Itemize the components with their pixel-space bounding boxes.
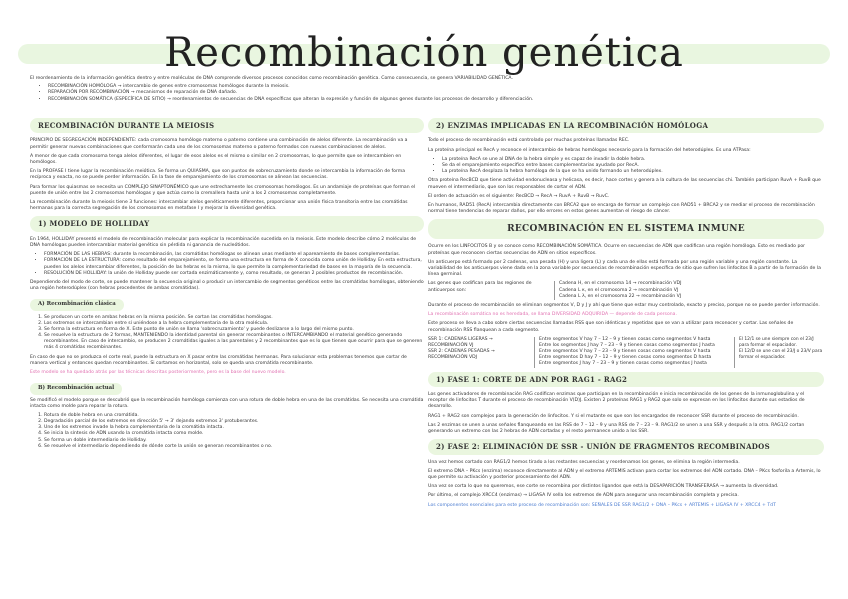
holliday-list bbox=[44, 252, 424, 277]
list-item: • FORMACIÓN DE LAS HEBRAS: durante la recombinación, las cromátidas homólogas se alinean unas mediante el apareamiento de bases complementarias. bbox=[44, 252, 424, 258]
paragraph: Ocurre en los LINFOCITOS B y se conoce como RECOMBINACIÓN SOMÁTICA. Ocurre en secuencias de ADN que codifican una región homóloga. Esto es mediado por proteínas que reconocen ciertas secuencias de ADN en sitios específicos. bbox=[428, 244, 806, 256]
list-item: 4. Se resuelve la estructura de 2 formas, MANTENIENDO la identidad parental sin generar recombinantes o INTERCAMBIANDO el material genético generando recombinantes. En caso de intercambio, se producen 2 cromátidas iguales a las parentales y 2 recombinantes que es lo que tienen que ocurrir para que se generen más 4 cromátidas recombinantes. bbox=[44, 333, 424, 352]
intro-item: • RECOMBINACIÓN SOMÁTICA (ESPECÍFICA DE SITIO) → reordenamientos de secuencias de DNA específicas que alteran la expresión y función de algunos genes durante los procesos de desarrollo y diferenciación. bbox=[48, 97, 820, 103]
paragraph: Un anticuerpo está formado por 2 cadenas, una pesada (H) y una ligera (L) y cada una de ellas está formada por una región variable y una región constante. La variabilidad de los anticuerpos viene dada en la zona variable por secuencias de recombinación específica de sitio que sufren los linfocitos B a partir de la formación de la línea germinal. bbox=[428, 259, 821, 278]
paragraph: Una vez hemos cortado con RAG1/2 hemos tirado a los restantes secuencias y reordenamos los genes, se elimina la región intermedia. bbox=[428, 459, 740, 465]
note: Este modelo se ha quedado atrás por las técnicas descritas posteriormente, pero es la base del nuevo modelo. bbox=[30, 370, 286, 376]
note: La recombinación somática no es heredada, se llama DIVERSIDAD ADQUIRIDA — depende de cada persona. bbox=[428, 312, 677, 318]
section-heading-phase2: 2) FASE 2: ELIMINACIÓN DE SSR - UNIÓN DE FRAGMENTOS RECOMBINADOS bbox=[428, 439, 824, 454]
subheading-classic: A) Recombinación clásica bbox=[30, 299, 124, 310]
list-item: 1. Se producen un corte en ambas hebras en la misma posición. Se cortan las cromátidas homólogas. bbox=[44, 315, 424, 321]
list-item: Entre segmentos D hay 7 – 12 – 9 y tienen cosas como segmentos D hasta bbox=[539, 355, 712, 361]
paragraph: Este proceso se lleva a cabo sobre ciertas secuencias llamadas RSS que son idénticas y repetidas que se van a utilizar para reconocer y cortar. Las señales de recombinación RSS flanquean a cada segmento. bbox=[428, 321, 794, 333]
rss-left bbox=[428, 337, 528, 368]
paragraph: Por último, el complejo XRCC4 (enzimas) → LIGASA IV sella los extremos de ADN para asegurar una recombinación completa y precisa. bbox=[428, 493, 739, 499]
list-item: 6. Se resuelve el intermediario dependiendo de dónde corte la unión se generan recombinantes o no. bbox=[44, 444, 424, 450]
section-heading-phase1: 1) FASE 1: CORTE DE ADN POR RAG1 - RAG2 bbox=[428, 372, 824, 387]
intro-list bbox=[48, 84, 820, 103]
genes-label: Los genes que codifican para las regiones de anticuerpos son: bbox=[428, 281, 532, 293]
list-item: 3. Se forma la estructura en forma de X. Este punto de unión se llama 'sobrecruzamiento' y puede deslizarse a lo largo del mismo punto. bbox=[44, 327, 424, 333]
list-item: Cadena H, en el cromosoma 14 → recombinación VDJ bbox=[559, 281, 682, 287]
section-heading-immune: RECOMBINACIÓN EN EL SISTEMA INMUNE bbox=[428, 219, 824, 239]
left-column bbox=[30, 114, 424, 453]
intro-section bbox=[30, 76, 820, 103]
paragraph: En caso de que no se produzca el corte real, puede la estructura en X pasar entre las cromátidas hermanas. Para solucionar esta problemas tenemos que cortar de manera vertical y entonces quedan recombinantes. Si cortamos en horizontal, solo se queda una cromátida recombinante. bbox=[30, 354, 407, 366]
paragraph: Todo el proceso de recombinación está controlado por muchas proteínas llamadas REC. bbox=[428, 138, 630, 144]
list-item: Cadena L λ, en el cromosoma 22 → recombinación VJ bbox=[559, 293, 682, 299]
paragraph: Para formar los quiasmas se necesita un COMPLEJO SINAPTONÉMICO que une estrechamente los cromosomas homólogos. Es un andamiaje de proteínas que forman el puente de unión entre las 2 cromosomas homólogas y que actúa como la cremallera hasta unir a los 2 cromosomas completamente. bbox=[30, 184, 416, 196]
list-item: • La proteína RecA desplaza la hebra homóloga de la que se ha unido formando un heterodúplex. bbox=[442, 169, 824, 175]
list-item: 2. Degradación parcial de los extremos en dirección 5' → 3' dejando extremos 3' protuberantes. bbox=[44, 419, 424, 425]
classic-steps bbox=[44, 315, 424, 352]
list-item: Entre los segmentos J hay 7 – 23 – 9 y tienen cosas como segmentos J hasta bbox=[539, 342, 715, 348]
paragraph: La proteína principal es RecA y reconoce el intercambio de hebras homólogas necesario para la formación del heterodúplex. Es una ATPasa: bbox=[428, 147, 751, 153]
list-item: Entre segmentos V hay 7 – 12 – 9 y tienen cosas como segmentos V hasta bbox=[539, 336, 711, 342]
rss-block bbox=[428, 337, 824, 368]
rss-right bbox=[734, 337, 824, 368]
list-item: Entre segmentos V hay 7 – 23 – 9 y tienen cosas como segmentos V hasta bbox=[539, 349, 711, 355]
paragraph: En 1964, HOLLIDAY presentó el modelo de recombinación molecular para explicar la recombinación sucedida en la meiosis. Este modelo describe cómo 2 moléculas de DNA homólogas pueden intercambiar material genético sin pérdida ni ganancia de nucleótidos. bbox=[30, 236, 417, 248]
list-item: 4. Se inicia la síntesis de ADN usando la cromátida intacta como molde. bbox=[44, 431, 424, 437]
intro-text: El reordenamiento de la información genética dentro y entre moléculas de DNA comprende diversos procesos conocidos como recombinación genética. Como consecuencia, se genera VARIABILIDAD GENÉTICA. bbox=[30, 76, 513, 81]
paragraph: Durante el proceso de recombinación se eliminan segmentos V, D y J y ahí que tiene que estar muy controlado, exacto y preciso, porque no se puede perder información. bbox=[428, 302, 820, 308]
intro-item: • REPARACIÓN POR RECOMBINACIÓN → mecanismos de reparación de DNA dañado. bbox=[48, 90, 820, 96]
paragraph: PRINCIPIO DE SEGREGACIÓN INDEPENDIENTE: cada cromosoma homólogo materno o paterno contiene una combinación de alelos diferente. La recombinación va a permitir generar nuevas combinaciones que conformarán cada uno de los cromosomas materno o paterno formados con nuevas combinaciones de alelos. bbox=[30, 138, 408, 150]
list-item: SSR 2: CADENAS PESADAS → RECOMBINACIÓN VDJ bbox=[428, 349, 495, 361]
paragraph: A menor de que cada cromosoma tenga alelos diferentes, el lugar de esos alelos es el mismo o similar en 2 cromosomas, lo que permite que se intercambien en homólogos. bbox=[30, 153, 402, 165]
right-column bbox=[428, 114, 824, 512]
paragraph: El extremo DNA – PKcs (enzima) reconoce directamente al ADN y el extremo ARTEMIS activan para cortar los extremos del ADN cortado. DNA – PKcs fosforila a Artemis, lo que permite su activación y posterior procesamiento del ADN. bbox=[428, 468, 821, 481]
section-heading-holliday: 1) MODELO DE HOLLIDAY bbox=[30, 216, 424, 231]
paragraph: Se modificó el modelo porque se descubrió que la recombinación homóloga comienza con una rotura de doble hebra en una de las cromátidas. Se necesita una cromátida intacta como molde para reparar la rotura. bbox=[30, 397, 424, 409]
section-heading-enzymes: 2) ENZIMAS IMPLICADAS EN LA RECOMBINACIÓN HOMÓLOGA bbox=[428, 118, 824, 133]
paragraph: En humanos, RAD51 (RecA) intercambia directamente con BRCA2 que se encarga de formar un complejo con RAD51 + BRCA2 y se mediar el proceso de recombinación normal tiene tendencias de reparar daños, por ello errores en estos genes aumentan el riesgo de cáncer. bbox=[428, 202, 815, 215]
note: Los componentes esenciales para este proceso de recombinación son: SEÑALES DE SSR RAG1/2 + DNA – PKcs + ARTEMIS + LIGASA IV + XRCC4 + TdT bbox=[428, 502, 776, 508]
paragraph: En la PROFASE I tiene lugar la recombinación meiótica. Se forma un QUIASMA, que son puntos de sobrecruzamiento donde se intercambia la información de forma recíproca y exacta, no se puede perder información. En la fase de emparejamiento de los cromosomas se alinean las secuencias. bbox=[30, 169, 406, 181]
list-item: • RESOLUCIÓN DE HOLLIDAY: la unión de Holliday puede ser cortada enzimáticamente y, como resultado, se generan 2 posibles productos de recombinación. bbox=[44, 271, 424, 277]
paragraph: Las 2 enzimas se unen a unas señales flanqueando en las RSS de 7 – 12 – 9 y una RSS de 7 – 23 – 9. RAG1/2 se unen a una SSR y después a la otra. RAG1/2 cortan generando un extremo con las 2 hebras de ADN cortadas y el resto permanece unido a los SSR. bbox=[428, 422, 805, 435]
rss-mid bbox=[534, 337, 728, 368]
paragraph: Una vez se corta lo que no queremos, ese corte se recombina por distintos ligandos que está la DESAPARICIÓN TRANSFERASA → aumenta la diversidad. bbox=[428, 484, 779, 490]
paragraph: La recombinación durante la meiosis tiene 3 funciones: intercambiar alelos genéticamente diferentes, proporcionar una unión física transitoria entre las cromátidas hermanas para la correcta segregación de los cromosomas en metafase I y mejorar la diversidad genética. bbox=[30, 199, 408, 212]
enzyme-list bbox=[442, 157, 824, 176]
section-heading-meiosis: RECOMBINACIÓN DURANTE LA MEIOSIS bbox=[30, 118, 424, 133]
paragraph: RAG1 + RAG2 son complejos para la generación de linfocitos. Y si el mutante es que son los encargados de reconocer SSR durante el proceso de recombinación. bbox=[428, 413, 799, 419]
list-item: • La proteína RecA se une al DNA de la hebra simple y es capaz de invadir la doble hebra. bbox=[442, 157, 824, 163]
list-item: 2. Los extremos se intercambian entre sí uniéndose a la hebra complementaria de la otra molécula. bbox=[44, 321, 424, 327]
subheading-current: B) Recombinación actual bbox=[30, 383, 122, 394]
genes-list bbox=[554, 281, 824, 300]
list-item: El 12/1 se une siempre con el 23/J para formar el espaciador. bbox=[739, 336, 814, 348]
intro-item: • RECOMBINACIÓN HOMÓLOGA → intercambio de genes entre cromosomas homólogos durante la meiosis. bbox=[48, 84, 820, 90]
paragraph: El orden de actuación es el siguiente: RecBCD → RecA → RuvA + RuvB → RuvC. bbox=[428, 193, 610, 199]
genes-block bbox=[428, 281, 824, 300]
list-item: 1. Rotura de doble hebra en una cromátida. bbox=[44, 413, 424, 419]
paragraph: Los genes activadores de recombinación RAG codifican enzimas que participan en la recombinación e inicia recombinación de los genes de la inmunoglobulina y el receptor de linfocitos T durante el proceso de recombinación V(D)J. Existen 2 proteínas RAG1 y RAG2 que solo se expresan en los linfocitos durante sus estadios de desarrollo. bbox=[428, 392, 805, 410]
paragraph: Otra proteína RecBCD que tiene actividad endonucleasa y helicasa, es decir, hace cortes y genera a la cultura de las secuencias chi. También participan RuvA + RuvB que mueven el intermediario, que son los responsables de cortar el ADN. bbox=[428, 178, 821, 190]
list-item: Cadena L κ, en el cromosoma 2 → recombinación VJ bbox=[559, 287, 679, 293]
list-item: • FORMACIÓN DE LA ESTRUCTURA: como resultado del emparejamiento, se forma una estructura en forma de X conocida como unión de Holliday. En esta estructura, pueden los alelos intercambiar diferentes, la posición de las hebras es la misma, lo que permite la complementariedad de bases en la mayoría de la secuencia. bbox=[44, 258, 424, 270]
page-title: Recombinación genética bbox=[164, 30, 684, 76]
list-item: 5. Se forma un doble intermediario de Holliday. bbox=[44, 438, 424, 444]
paragraph: Dependiendo del modo de corte, se puede mantener la secuencia original o producir un intercambio de segmentos genéticos entre las cromátidas homólogas, obteniendo una región heterodúplex (con hebras procedentes de ambas cromátidas). bbox=[30, 279, 424, 292]
list-item: SSR 1: CADENAS LIGERAS → RECOMBINACIÓN VJ bbox=[428, 336, 493, 348]
list-item: 3. Uno de los extremos invade la hebra complementaria de la cromátida intacta. bbox=[44, 425, 424, 431]
list-item: El 12/D se une con el 23/J o 23/V para formar el espaciador. bbox=[739, 348, 823, 360]
list-item: Entre segmentos J hay 7 – 23 – 9 y tienen cosas como segmentos J hasta bbox=[539, 361, 707, 367]
current-steps bbox=[44, 413, 424, 450]
list-item: • Se da el emparejamiento específico entre bases complementarias ayudado por RecA. bbox=[442, 163, 824, 169]
